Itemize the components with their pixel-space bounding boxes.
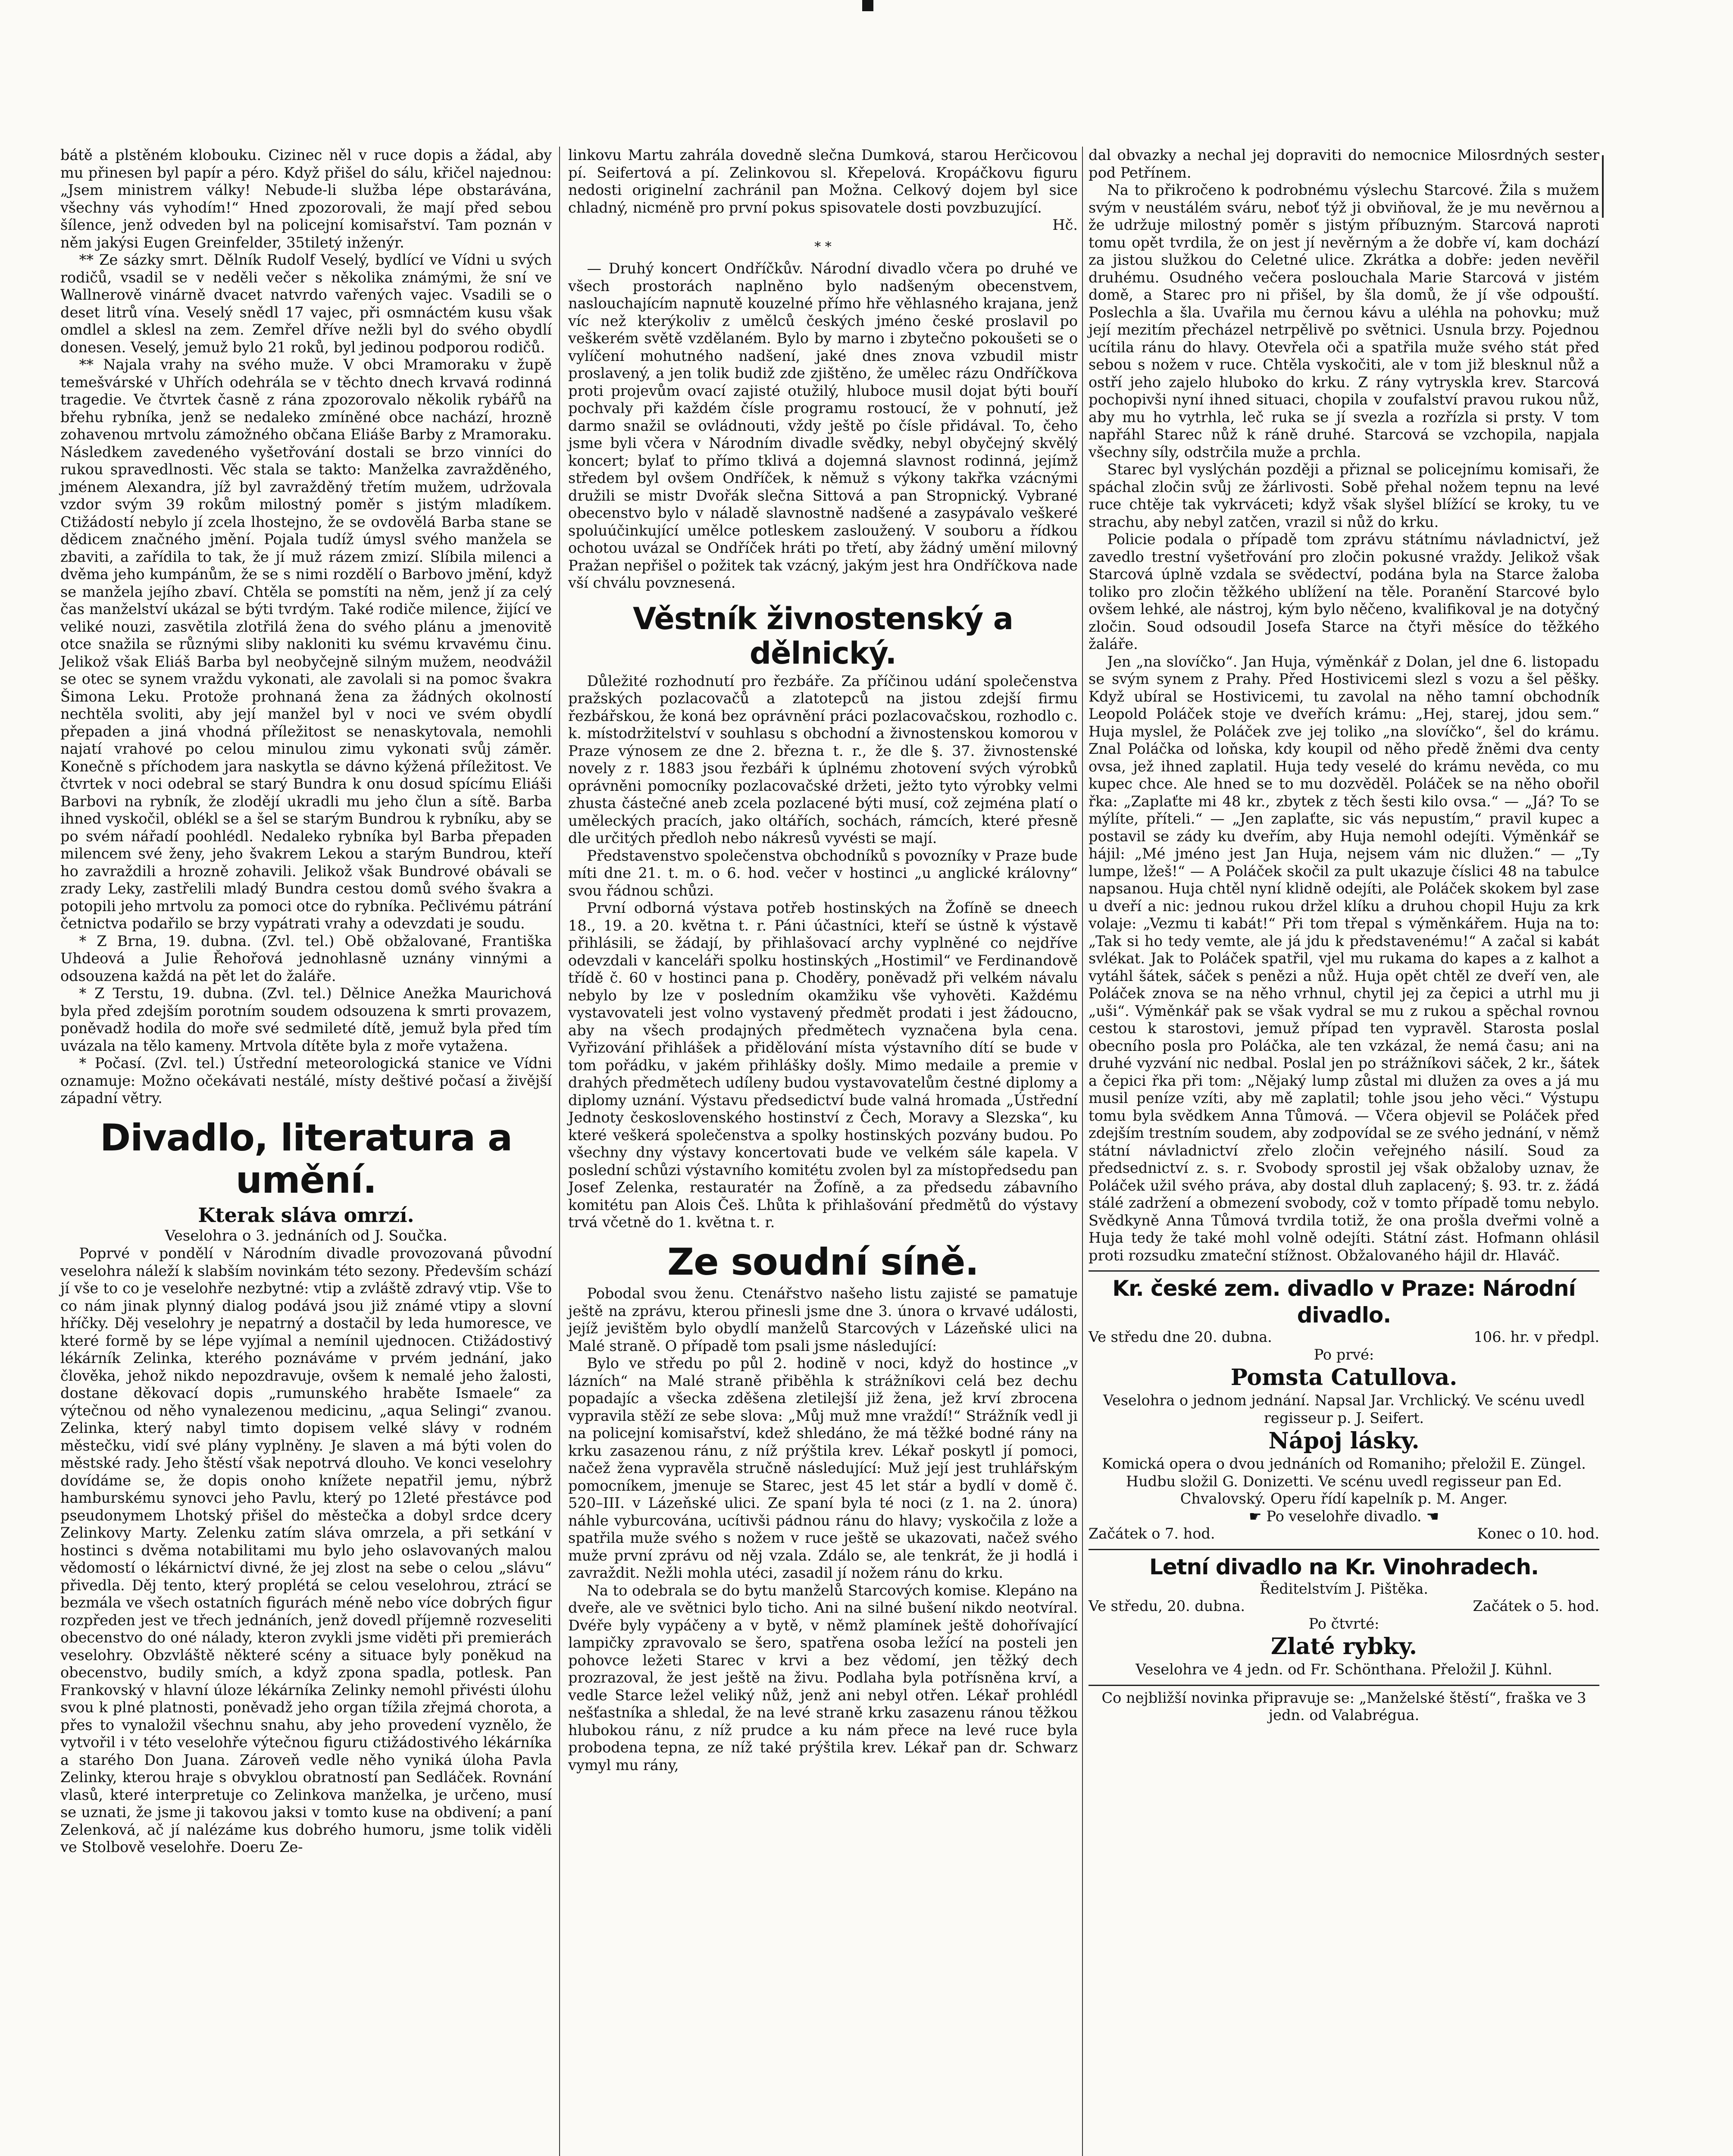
pointing-hand-icon: ☚ — [1426, 1507, 1439, 1525]
summer-theatre-title: Letní divadlo na Kr. Vinohradech. — [1149, 1554, 1539, 1579]
column-rule-1 — [559, 147, 560, 2156]
theatre-ad-date-row — [1089, 1329, 1599, 1346]
theatre-ad-play-1: Pomsta Catullova. — [1230, 1364, 1458, 1391]
theatre-ad-title: Kr. české zem. divadlo v Praze: Národní divadlo. — [1112, 1276, 1576, 1328]
section-title-trade: Věstník živnostenský a dělnický. — [633, 601, 1013, 671]
theatre-ad-first: Po prvé: — [1314, 1346, 1374, 1363]
court-report: Pobodal svou ženu. Ctenářstvo našeho listu zajisté se pamatuje ještě na zprávu, kterou přinesli jsme dne 3. února o krvavé události, jejíž jevištěm bylo obydlí manželů Starcových v Lázeňské ulici na Malé straně. O případě tom psali jsme následující: — [568, 1285, 1078, 1354]
news-item: * Počasí. (Zvl. tel.) Ústřední meteorologická stanice ve Vídni oznamuje: Možno očekávati nestálé, místy deštivé počasí a živější západní větry. — [60, 1055, 552, 1106]
theatre-ad-performance: 106. hr. v předpl. — [1473, 1329, 1599, 1345]
summer-theatre-next: Co nejbližší novinka připravuje se: „Manželské štěstí“, fraška ve 3 jedn. od Valabrégua. — [1101, 1689, 1586, 1724]
trade-item: První odborná výstava potřeb hostinských na Žofíně se dneech 18., 19. a 20. května t. r. Páni účastníci, kteří se ústně k výstavě přihlásili, se žádají, by přihlašovací archy vyplněné co nejdříve odevzdali v kanceláři spolku hostinských „Hostimil“ ve Ferdinandově třídě č. 60 v hostinci pana p. Choděry, poněvadž při velkém návalu nebylo by lze v posledním okamžiku vše vyhověti. Každému vystavovateli jest volno vystavený předmět prodati i jest žádoucno, aby na všech prodajných předmětech vyznačena byla cena. Vyřizování přihlášek a přidělování místa výstavního dítí se bude v tom pořádku, v jakém přihlášky došly. Mimo medaile a premie v drahých předmětech udíleny budou vystavovatelům čestné diplomy a diplomy uznání. Výstavu předsedictví bude valná hromada „Ústřední Jednoty československého hostinství z Čech, Moravy a Slezska“, ku které veškerá společenstva a spolky hostinských pozvány budou. Po všechny dny výstavy koncertovati bude ve velkém sále kapela. V poslední schůzi výstavního komitétu zvolen byl za místopředsedu pan Josef Zelenka, restauratér na Žofíně, a za předsedu zábavního komitétu pan Alois Češ. Lhůta k přihlašování předmětů do výstavy trvá včetně do 1. května t. r. — [568, 899, 1078, 1231]
theatre-ad-after: ☛ Po veselohře divadlo. ☚ — [1248, 1507, 1439, 1525]
summer-theatre-date-row — [1089, 1598, 1599, 1615]
theatre-ad-play-2-desc: Komická opera o dvou jednáních od Romaniho; přeložil E. Züngel. Hudbu složil G. Donizetti. Ve scénu uvedl regisseur pan Ed. Chvalovský. Operu řídí kapelník p. M. Anger. — [1102, 1455, 1586, 1507]
concert-report: — Druhý koncert Ondříčkův. Národní divadlo včera po druhé ve všech prostorách naplněno bylo nadšeným obecenstvem, naslouchajícím napnutě kouzelné přímo hře věhlasného krajana, jenž víc než kterýkoliv z umělců českých jméno české proslavil po veškerém světě vzdělaném. Bylo by marno i zbytečno pokoušeti se o vylíčení mohutného nadšení, jaké dnes znova vzbudil mistr proslavený, a jen tolik budiž zde zjištěno, že umělec rázu Ondříčkova proti projevům ovací zajisté otužilý, hluboce musil dojat býti bouří pochvaly při každém čísle programu rostoucí, že v pohnutí, jež darmo snažil se ovládnouti, vždy ještě po čísle přidával. To, čeho jsme byli včera v Národním divadle svědky, nebyl obyčejný skvělý koncert; bylať to přímo tklivá a dojemná slavnost rodinná, jejímž středem byl ovšem Ondříček, k němuž s výkony takřka vzácnými družili se mistr Dvořák slečna Sittová a pan Stropnický. Vybrané obecenstvo bylo v náladě slavnostně nadšené a zasypávalo veškeré spoluúčinkující umělce potleskem zasloužený. V souboru a řídkou ochotou uvázal se Ondříček hráti po třetí, aby žádný umění milovný Pražan nepřišel o požitek tak vzácný, jakým jest hra Ondříčkova nade vší chválu povznesená. — [568, 260, 1078, 591]
theatre-ad-play-2: Nápoj lásky. — [1268, 1428, 1420, 1454]
court-report: Bylo ve středu po půl 2. hodině v noci, když do hostince „v lázních“ na Malé straně přiběhla k strážníkovi celá bez dechu popadajíc a všecka zděšena zletilejší již žena, jež krví zbrocena vypravila stěží ze sebe slova: „Můj muž mne vraždí!“ Strážník vedl ji na policejní komisařství, kdež shledáno, že má těžké bodné rány na krku zasazenou ránu, z níž prýštila krev. Lékař poskytl jí pomoci, načež žena vypravěla stručně následující: Muž její jest truhlářským pomocníkem, jmenuje se Stareс, jest 45 let stár a bydlí v domě č. 520–III. v Lázeňské ulici. Ze spaní byla té noci (z 1. na 2. února) náhle vyburcována, ucítivši pádnou ránu do hlavy; vyskočila z lože a spatřila muže svého s nožem v ruce ještě se ukazovati, načež svého muže první zprávu od něj vzala. Zdálo se, ale tenkrát, že ji hodlá i zavraždit. Nežli mohla utéci, zasadil jí nožem ránu do krku. — [568, 1355, 1078, 1582]
section-title-theatre: Divadlo, literatura a umění. — [100, 1116, 513, 1202]
court-report: Jen „na slovíčko“. Jan Huja, výměnkář z Dolan, jel dne 6. listopadu se svým synem z Prahy. Před Hostivicemi slezl s vozu a šel pěšky. Když ubíral se Hostivicemi, tu zavolal na něho tamní obchodník Leopold Poláček stoje ve dveřích krámu: „Hej, starej, jdou sem.“ Huja myslel, že Poláček zve jej toliko „na slovíčko“, šel do krámu. Znal Poláčka od loňska, kdy koupil od něho předě žněmi dva centy ovsa, jež ihned zaplatil. Huja tedy veselé do krámu nevěda, co mu kupec chce. Ale hned se to mu dozvěděl. Poláček se na něho obořil řka: „Zaplaťte mi 48 kr., zbytek z těch šesti kilo ovsa.“ — „Já? To se mýlíte, příteli.“ — „Jen zaplaťte, sic vás nepustím,“ pravil kupec a postavil se zády ku dveřím, aby Huja nemohl odejíti. Výměnkář se hájil: „Mé jméno jest Jan Huja, nejsem vám nic dlužen.“ — „Ty lumpe, lžeš!“ — A Poláček skočil za pult ukazuje číslici 48 na tabulce napsanou. Huja chtěl nyní klidně odejíti, ale Poláček skokem byl zase u dveří a nic: jednou rukou držel klíku a druhou chopil Huju za krk volaje: „Vezmu ti kabát!“ Při tom třepal s výměnkářem. Huja na to: „Tak si ho tedy vemte, ale já jdu k představenému!“ A začal si kabát svlékat. Jak to Poláček spatřil, vjel mu rukama do kapes a z kalhot a vytáhl šátek, sáček s penězi a nůž. Huja opět chtěl ze dveří ven, ale Poláček znova se na něho vrhnul, chytil jej za čepici a utrhl mu ji „uši“. Výměnkář pak se však vydral se mu z rukou a spěchal rovnou cestou k starostovi, jemuž případ ten vypravěl. Starosta poslal obecního posla pro Poláčka, ale ten vzkázal, že nemá času; ani na druhé vyzvání nic nedbal. Poslal jen po strážníkovi sáček, 2 kr., šátek a čepici řka při tom: „Nějaký lump zůstal mi dlužen za oves a já mu musil peníze vzíti, aby mě zaplatil; tohle jsou jeho věci.“ Výstupu tomu byla svědkem Anna Tůmová. — Včera objevil se Poláček před zdejším trestním soudem, aby zodpovídal se ze svého jednání, v němž státní návladnictví zřelo zločin veřejného násilí. Soud za předsednictví z. s. r. Svobody sprostil jej však obžaloby uznav, že Poláček užil svého práva, aby dostal dluh zaplacený; §. 93. tr. z. žádá stálé zadržení a obmezení svobody, což v tomto případě tomu nebylo. Svědkyně Anna Tůmová tvrdila totiž, že ona prošla dveřmi volně a Huja tedy že také mohl volně odejíti. Státní zást. Hofmann ohlásil proti rozsudku zmateční stížnost. Obžalovaného hájil dr. Hlaváč. — [1089, 653, 1599, 1264]
section-title-court: Ze soudní síně. — [667, 1240, 979, 1284]
article-body: Poprvé v pondělí v Národním divadle provozovaná původní veselohra náleží k slabším novinkám této sezony. Především schází jí vše to co je veselohře nezbytné: vtip a zvláště zdravý vtip. Vše to co nám jinak plynný dialog podává jsou již známé vtipy a slovní hříčky. Děj veselohry je nepatrný a dostačil by leda humoresce, ve které formě by se lépe vyjímal a nemínil ujednocen. Ctižádostivý lékárník Zelinka, kterého poznáváme v prvém jednání, jako člověka, jehož nikdo nepozdravuje, ovšem k nemalé jeho žalosti, dostane děkovací dopis „rumunského hraběte Ismaele“ za výtečnou od něho vynalezenou medicinu, „aqua Selingi“ zvanou. Zelinka, který nabyl timto dopisem velké slávy v rodném městečku, vidí své plány vyplněny. Je slaven a má býti volen do městské rady. Jeho štěstí však nepotrvá dlouho. Ve konci veselohry dovídáme se, že dopis onoho knížete nepatřil jemu, nýbrž hamburskému synovci jeho Pavlu, který po 12leté přestávce pod pseudonymem Lhotský přišel do městečka a dobyl srdce dcery Zelinkovy Marty. Zelenku zatím sláva omrzela, a při setkání v hostinci s dvěma notabilitami mu bylo jeho oslavovaných malou vědomostí o lékárnictví divné, že jej zlost na sebe o celou „slávu“ přivedla. Děj tento, který proplétá se celou veselohrou, ztrácí se bezmála ve všech ostatních figurách méně nebo více dobrých figur rozpředen jest ve třech jednáních, jenž dovedl příjemně rozveseliti obecenstvo do oné nálady, kteron zvykli jsme viděti při premierách veselohry. Obzvláště některé scény a situace byly poněkud na obecenstvo, budily smích, a když zpona spadla, potlesk. Pan Frankovský v hlavní úloze lékárníka Zelinky nemohl přivésti úlohu svou k plné platnosti, poněvadž jeho organ tížila zřejmá chorota, a přes to vynaložil všechnu snahu, aby jeho provedení vyznělo, že vytvořil i v této veselohře výtečnou figuru ctižádostivého lékárníka a starého Don Juana. Zároveň vedle něho vyniká úloha Pavla Zelinky, kterou hraje s obvyklou obratností pan Sedláček. Rovnání vlasů, které interpretuje co Zelinkova manželka, je určeno, musí se uznati, že jsme ji takovou jaksi v tomto kuse na obdivení; a paní Zelenková, ač jí nalézáme kus dobrého humoru, jsme tolik viděli ve Stolbově veselohře. Doeru Ze- — [60, 1245, 552, 1856]
summer-theatre-play: Zlaté rybky. — [1271, 1633, 1417, 1660]
ad-divider — [1089, 1270, 1599, 1272]
news-item: ** Najala vrahy na svého muže. V obci Mramoraku v župě temešvárské v Uhřích odehrála se v těchto dnech krvavá rodinná tragedie. Ve čtvrtek časně z rána zpozorovalo několik rybářů na břehu rybníka, jenž se nedaleko zmíněné obce nachází, hrozně zohavenou mrtvolu zámožného občana Eliáše Barby z Mramoraku. Následkem zavedeného vyšetřování dostali se brzo vinníci do rukou spravedlnosti. Věc stala se takto: Manželka zavražděného, jménem Alexandra, jíž byl zavražděný třetím mužem, udržovala vzdor svým 39 rokům milostný poměr s jistým mladíkem. Ctižádostí nebylo jí zcela lhostejno, že se ovdovělá Barba stane se dědicem značného jmění. Pojala tudíž úmysl svého manžela se zbaviti, a zařídila to tak, že jí muž rázem zmizí. Slíbila milenci a dvěma jeho kumpánům, že se s nimi rozdělí o Barbovo jmění, když se manžela jejího zbaví. Chtěla se pomstíti na něm, jenž jí za celý čas manželství ukázal se býti tvrdým. Také rodiče milence, žijící ve veliké nouzi, zasvětila zlotřilá žena do svého plánu a jmenovitě otce snažila se různými sliby nakloniti ku svému krvavému činu. Jelikož však Eliáš Barba byl neobyčejně silným mužem, neodvážil se otec se synem vraždu vykonati, ale zavolali si na pomoc švakra Šimona Leku. Protože prohnaná žena za žádných okolností nechtěla svoliti, aby její manžel byl v noci ve svém obydlí přepaden a jiná vhodná příležitost se nenaskytovala, nemohli najatí vrahové po celou minulou zimu vykonati svůj záměr. Konečně s příchodem jara naskytla se dávno kýžená příležitost. Ve čtvrtek v noci odebral se starý Bundra k onu dosud spícímu Eliáši Barbovi na rybník, že zlodějí ukradli mu jeho člun a sítě. Barba ihned vyskočil, oblékl se a šel se starým Bundrou k rybníku, aby se po svém nářadí poohlédl. Nedaleko rybníka byl Barba přepaden milencem své ženy, jeho švakrem Lekou a starým Bundrou, kteří ho zavraždili a hrozně zohavili. Jelikož však Bundrové obávali se zrady Leky, zastřelili mladý Bundra cestou domů svého švakra a potopili jeho mrtvolu za pomoci otce do rybníka. Pečlivému pátrání četnictva podařilo se brzy vypátrati vrahy a odevzdati je soudu. — [60, 356, 552, 932]
trade-item: Důležité rozhodnutí pro řezbáře. Za příčinou udání společenstva pražských pozlacovačů a zlatotepců na jistou zdejší firmu řezbářskou, že koná bez oprávnění práci pozlacovačskou, rozhodlo c. k. místodržitelství v souhlasu s obchodní a živnostenskou komorou v Praze výnosem ze dne 2. března t. r., že dle §. 37. živnostenské novely z r. 1883 jsou řezbáři k úplnému zhotovení svých výrobků oprávněni pomocníky pozlacovačské držeti, ježto tyto výrobky velmi zhusta částečné aneb zcela pozlacené býti musí, což zejména platí o uměleckých pracích, jako oltářích, sochách, rámcích, které přesně dle určitých předloh nebo nákresů vyvésti se mají. — [568, 672, 1078, 846]
court-report: Na to odebrala se do bytu manželů Starcových komise. Klepáno na dveře, ale ve světnici bylo ticho. Ani na silné bušení nikdo neotvíral. Dvéře byly vypáčeny a v bytě, v němž plamínek ještě dohořívající lampičky zpravovalo se šero, spatřena osobа ležící na posteli jen pohovce ležeti Starec v krvi a bez vědomí, jen těžký dech prozrazoval, že jest ještě na živu. Podlaha byla potřísněna krví, a vedle Starce ležel veliký nůž, jenž ani nebyl otřen. Lékař prohlédl nešťastníka a shledal, že na levé straně krku zasazenu ránou těžkou hlubokou ránu, z níž prudce a ku nám přece na levé ruce byla probodena tepna, ze níž také prýštila krev. Lékař pan dr. Schwarz vymyl mu rány, — [568, 1582, 1078, 1774]
article-signature: Hč. — [1052, 216, 1078, 233]
column-edge-rule — [1602, 155, 1604, 218]
summer-theatre-thursday: Po čtvrté: — [1308, 1615, 1380, 1632]
court-report: Na to přikročeno k podrobnému výslechu Starcové. Žila s mužem svým v neustálém sváru, neboť týž ji obviňoval, že je mu nevěrnou a že udržuje milostný poměr s jistým příbuzným. Starcová naproti tomu opět tvrdila, že on jest jí nevěrným a že dobře ví, kam dochází za jistou služkou do Celetné ulice. Zkrátka a dobře: jeden nevěřil druhému. Osudného večera poslouchala Marie Starcová v jistém domě, a Starec pro ni přišel, by šla domů, že jí vše odpouští. Poslechla a šla. Uvařila mu černou kávu a uléhla na pohovku; muž její mezitím přecházel netrpělivě po světnici. Usnula brzy. Pojednou ucítila ránu do hlavy. Otevřela oči a spatřila muže svého stát před sebou s nožem v ruce. Chtěla vyskočiti, ale v tom již blesknul nůž a ostří jeho zajelo hluboko do krku. Z rány vytryskla krev. Starcová pochopivši nyní ihned situaci, chopila v zoufalství pravou rukou nůž, aby mu ho vytrhla, leč ruka se jí svezla a rozřízla si prsty. V tom napřáhl Starec nůž k ráně druhé. Starcová se vzchopila, napjala všechny síly, odstrčila muže a prchla. — [1089, 182, 1599, 461]
summer-theatre-director: Ředitelstvím J. Pištěka. — [1260, 1580, 1428, 1597]
column-1 — [60, 147, 552, 1856]
pointing-hand-icon: ☛ — [1248, 1507, 1262, 1525]
theatre-ad-start: Začátek o 7. hod. — [1089, 1525, 1215, 1542]
summer-theatre-start: Začátek o 5. hod. — [1473, 1598, 1599, 1614]
news-item: bátě a plstěném klobouku. Cizinec něl v ruce dopis a žádal, aby mu přinesen byl papír a péro. Když přišel do sálu, křičel najednou: „Jsem ministrem války! Nebude-li služba lépe obstarávána, všechny vás vyhodím!“ Hned zpozorovali, že mají před sebou šílence, jenž odveden byl na policejní komisařství. Tam poznán v něm jakýsi Eugen Greinfelder, 35tiletý inženýr. — [60, 147, 552, 251]
news-item: * Z Brna, 19. dubna. (Zvl. tel.) Obě obžalované, Františka Uhdeová a Julie Řehořová jednohlasně uznány vinnými a odsouzena každá na pět let do žaláře. — [60, 932, 552, 984]
theatre-ad-end: Konec o 10. hod. — [1477, 1525, 1599, 1542]
news-item: ** Ze sázky smrt. Dělník Rudolf Veselý, bydlící ve Vídni u svých rodičů, vsadil se v neděli večer s několika známými, že sní ve Wallnerově vinárně dvacet natvrdo vařených vajec. Vsadili se o deset litrů vína. Veselý snědl 17 vajec, při osmnáctém kusu však omdlel a sklesl na zem. Zemřel dříve nežli byl do svého obydlí donesen. Veselý, jemuž bylo 21 roků, byl jedinou podporou rodičů. — [60, 251, 552, 356]
ad-divider — [1089, 1549, 1599, 1550]
court-report: dal obvazky a nechal jej dopraviti do nemocnice Milosrdných sester pod Petřínem. — [1089, 147, 1599, 181]
column-2 — [568, 147, 1078, 1774]
summer-theatre-date: Ve středu, 20. dubna. — [1089, 1598, 1245, 1614]
theatre-ad-times — [1089, 1525, 1599, 1543]
news-item: * Z Terstu, 19. dubna. (Zvl. tel.) Dělnice Anežka Maurichová byla před zdejším porotním soudem odsouzena k smrti provazem, poněvadž hodila do moře své sedmileté dítě, jemuž byla před tím uvázala na tělo kameny. Mrtvola dítěte byla z moře vytažena. — [60, 985, 552, 1054]
theatre-ad-play-1-desc: Veselohra o jednom jednání. Napsal Jar. Vrchlický. Ve scénu uvedl regisseur p. J. Seifert. — [1103, 1392, 1585, 1426]
trade-item: Představenstvo společenstva obchodníků s povozníky v Praze bude míti dne 21. t. m. o 6. hod. večer v hostinci „u anglické královny“ svou řádnou schůzi. — [568, 847, 1078, 899]
ad-divider — [1089, 1685, 1599, 1686]
article-subtitle: Veselohra o 3. jednáních od J. Součka. — [165, 1227, 447, 1245]
summer-theatre-desc: Veselohra ve 4 jedn. od Fr. Schönthana. Přeložil J. Kühnl. — [1136, 1661, 1552, 1678]
separator-stars: * * — [814, 239, 832, 254]
article-body: linkovu Martu zahrála dovedně slečna Dumková, starou Herčicovou pí. Seifertová a pí. Zelinkovou sl. Křepelová. Kropáčkovu figuru nedosti originelní zachránil pan Možna. Celkový dojem byl sice chladný, nicméně pro první pokus spisovatele dosti povzbuzující. — [568, 147, 1078, 216]
article-title: Kterak sláva omrzí. — [198, 1203, 414, 1227]
theatre-ad-date: Ve středu dne 20. dubna. — [1089, 1329, 1272, 1345]
court-report: Starec byl vyslýchán později a přiznal se policejnímu komisaři, že spáchal zločin svůj ze žárlivosti. Sobě přehal nožem tepnu na levé ruce chtěje tak vykrváceti; když však slyšel blížící se kroky, tu ve strachu, aby nebyl zatčen, vrazil si nůž do krku. — [1089, 461, 1599, 530]
column-rule-2 — [1082, 147, 1083, 2156]
registration-mark-top — [862, 0, 873, 11]
court-report: Policie podala o případě tom zprávu státnímu návladnictví, jež zavedlo trestní vyšetřování pro zločin pokusné vraždy. Jelikož však Starcová úplně vzdala se svědectví, podána byla na Starce žaloba toliko pro zločin těžkého ublížení na těle. Poranění Starcové bylo ovšem lehké, ale nástroj, kým bylo něčeno, kvalifikoval je na dotyčný zločin. Soud odsoudil Josefa Starce na čtyři měsíce do těžkého žaláře. — [1089, 531, 1599, 652]
column-3 — [1089, 147, 1599, 1724]
